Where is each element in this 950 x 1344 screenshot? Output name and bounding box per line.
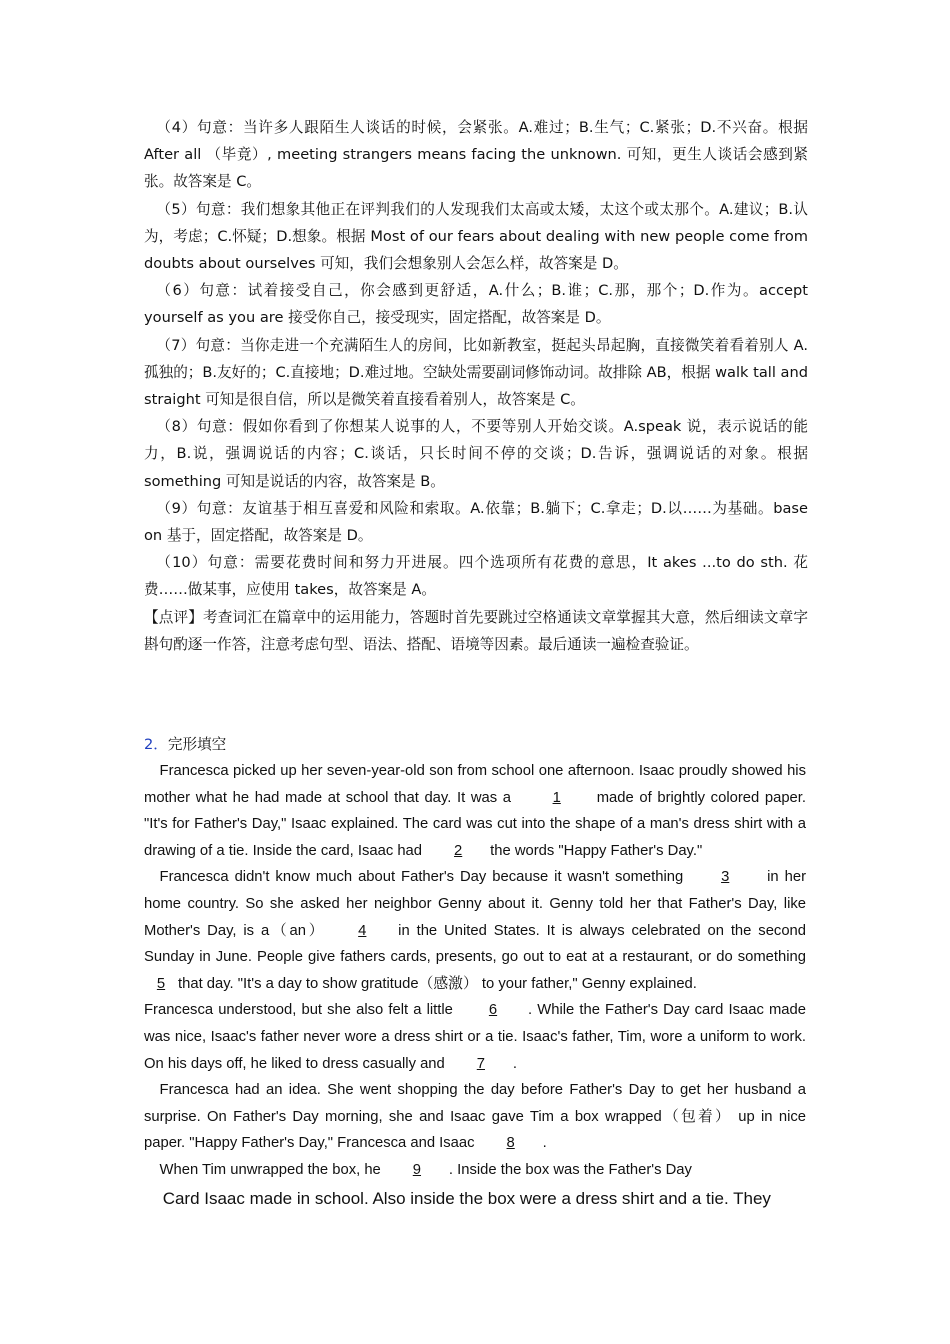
blank-6[interactable]: 6	[488, 1002, 498, 1019]
passage-text: Francesca didn't know much about Father's Day because it wasn't something	[159, 869, 690, 886]
passage-text: Francesca picked up her seven-year-old son from school one afternoon. Isaac proudly showed his mother what he had made at school that day. It was a	[144, 763, 806, 806]
explanation-6: （6）句意：试着接受自己，你会感到更舒适，A.什么；B.谁；C.那，那个；D.作为。accept yourself as you are 接受你自己，接受现实，固定搭配，故答案是 D。	[144, 282, 808, 327]
blank-7[interactable]: 7	[476, 1055, 485, 1072]
passage-paragraph-3	[144, 997, 806, 1077]
section-title: 完形填空	[167, 736, 227, 753]
explanation-7: （7）句意：当你走进一个充满陌生人的房间，比如新教室，挺起头昂起胸，直接微笑着看着别人 A.孤独的；B.友好的；C.直接地；D.难过地。空缺处需要副词修饰动词。故排除 AB，根据 walk tall and straight 可知是很自信，所以是微笑着直接看着别人，故答案是 C。	[144, 336, 808, 409]
review-comment: 【点评】考查词汇在篇章中的运用能力，答题时首先要跳过空格通读文章掌握其大意，然后细读文章字斟句酌逐一作答，注意考虑句型、语法、搭配、语境等因素。最后通读一遍检查验证。	[144, 608, 808, 653]
passage-paragraph-2	[144, 864, 806, 997]
section-heading	[144, 731, 808, 758]
passage-text: that day. "It's a day to show gratitude（感激） to your father," Genny explained.	[178, 975, 697, 992]
blank-4[interactable]: 4	[358, 922, 367, 939]
passage-paragraph-5	[144, 1157, 806, 1184]
explanation-5: （5）句意：我们想象其他正在评判我们的人发现我们太高或太矮，太这个或太那个。A.建议；B.认为，考虑；C.怀疑；D.想象。根据 Most of our fears about dealing with new people come from doubts about ourselves 可知，我们会想象别人会怎么样，故答案是 D。	[144, 200, 808, 273]
passage-text: When Tim unwrapped the box, he	[159, 1161, 385, 1178]
blank-9[interactable]: 9	[412, 1161, 422, 1178]
passage-text: the words "Happy Father's Day."	[490, 842, 703, 859]
passage-paragraph-1	[144, 758, 806, 864]
passage-text: . Inside the box was the Father's Day	[448, 1161, 692, 1178]
cloze-passage	[144, 758, 806, 1184]
passage-continuation: Card Isaac made in school. Also inside the box were a dress shirt and a tie. They	[162, 1189, 771, 1208]
passage-text: made of brightly colored paper. "It's for Father's Day," Isaac explained. The card was cut into the shape of a man's dress shirt with a drawing of a tie. Inside the card, Isaac had	[144, 789, 807, 859]
passage-text: .	[512, 1055, 518, 1072]
passage-text: Francesca understood, but she also felt a little	[144, 1002, 459, 1019]
explanation-4: （4）句意：当许多人跟陌生人谈话的时候，会紧张。A.难过；B.生气；C.紧张；D.不兴奋。根据 After all （毕竟）, meeting strangers means facing the unknown. 可知，更生人谈话会感到紧张。故答案是 C。	[144, 119, 808, 191]
passage-text: in her home country. So she asked her neighbor Genny about it. Genny told her that Father's Day, like Mother's Day, is a（an）	[144, 869, 807, 939]
blank-8[interactable]: 8	[506, 1135, 515, 1152]
passage-paragraph-4	[144, 1077, 806, 1157]
blank-5[interactable]: 5	[156, 975, 166, 992]
passage-text: in the United States. It is always celebrated on the second Sunday in June. People give fathers cards, presents, go out to eat at a restaurant, or do something	[144, 922, 807, 966]
passage-text: .	[542, 1135, 547, 1152]
answer-explanations	[144, 114, 808, 658]
section-number: 2．	[144, 736, 168, 753]
blank-2[interactable]: 2	[454, 842, 463, 859]
blank-1[interactable]: 1	[552, 789, 561, 806]
blank-3[interactable]: 3	[721, 869, 730, 886]
passage-text: . While the Father's Day card Isaac made was nice, Isaac's father never wore a dress shirt or a tie. Isaac's father, Tim, wore a uniform to work. On his days off, he liked to dress casually and	[144, 1002, 806, 1072]
explanation-10: （10）句意：需要花费时间和努力开进展。四个选项所有花费的意思，It akes ...to do sth. 花费……做某事，应使用 takes，故答案是 A。	[144, 554, 808, 599]
explanation-9: （9）句意：友谊基于相互喜爱和风险和索取。A.依靠；B.躺下；C.拿走；D.以……为基础。base on 基于，固定搭配，故答案是 D。	[144, 499, 808, 545]
explanation-8: （8）句意：假如你看到了你想某人说事的人，不要等别人开始交谈。A.speak 说，表示说话的能力，B.说，强调说话的内容；C.谈话，只长时间不停的交谈；D.告诉，强调说话的对象。根据 something 可知是说话的内容，故答案是 B。	[144, 418, 808, 490]
passage-text: Francesca had an idea. She went shopping the day before Father's Day to get her husband a surprise. On Father's Day morning, she and Isaac gave Tim a box wrapped（包着） up in nice paper. "Happy Father's Day," Francesca and Isaac	[144, 1082, 806, 1152]
